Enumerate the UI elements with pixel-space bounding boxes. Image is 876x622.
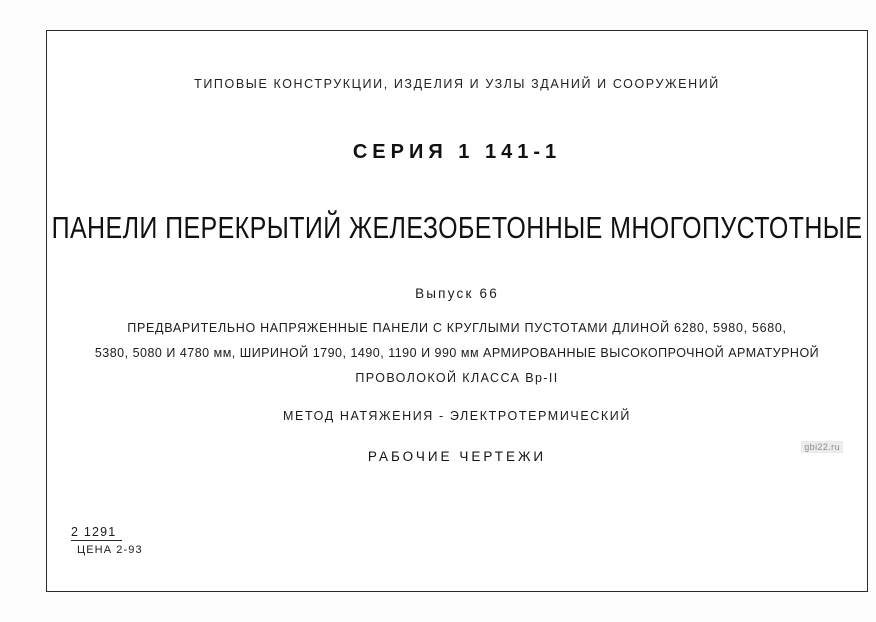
watermark-label: gbi22.ru (801, 441, 843, 453)
tensioning-method: МЕТОД НАТЯЖЕНИЯ - ЭЛЕКТРОТЕРМИЧЕСКИЙ (283, 409, 631, 423)
issue-number: Выпуск 66 (415, 286, 499, 301)
description-line-3: ПРОВОЛОКОЙ КЛАССА Вр-II (355, 371, 559, 385)
page-title: ПАНЕЛИ ПЕРЕКРЫТИЙ ЖЕЛЕЗОБЕТОННЫЕ МНОГОПУСТОТНЫЕ (51, 211, 863, 246)
document-header-subtitle: ТИПОВЫЕ КОНСТРУКЦИИ, ИЗДЕЛИЯ И УЗЛЫ ЗДАНИЙ И СООРУЖЕНИЙ (194, 77, 720, 91)
price-stamp (71, 523, 143, 556)
stamp-price: ЦЕНА 2-93 (77, 544, 143, 556)
document-type-label: РАБОЧИЕ ЧЕРТЕЖИ (367, 449, 547, 464)
stamp-code: 2 1291 (71, 525, 122, 541)
series-number: СЕРИЯ 1 141-1 (352, 141, 562, 163)
description-line-1: ПРЕДВАРИТЕЛЬНО НАПРЯЖЕННЫЕ ПАНЕЛИ С КРУГЛЫМИ ПУСТОТАМИ ДЛИНОЙ 6280, 5980, 5680, (127, 321, 787, 335)
description-line-2: 5380, 5080 И 4780 мм, ШИРИНОЙ 1790, 1490, 1190 И 990 мм АРМИРОВАННЫЕ ВЫСОКОПРОЧНОЙ АРМАТУРНОЙ (94, 346, 820, 360)
page-content (47, 31, 867, 591)
page-border-frame (46, 30, 868, 592)
